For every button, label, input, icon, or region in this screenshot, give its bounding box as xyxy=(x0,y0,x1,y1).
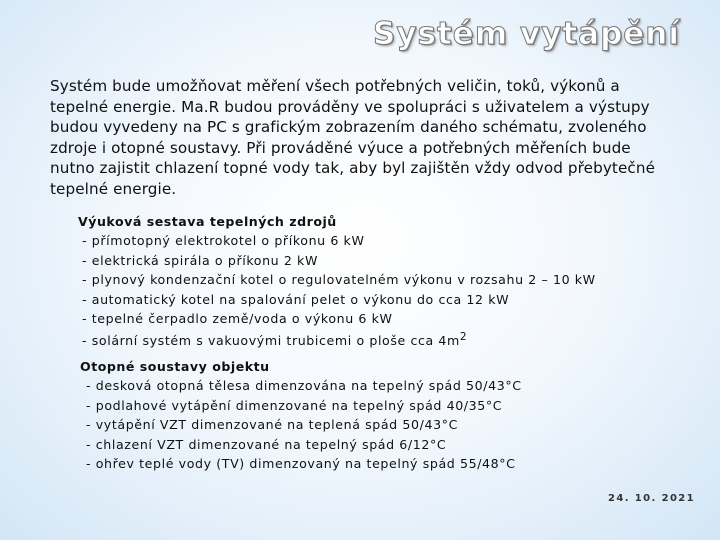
list-item: - přímotopný elektrokotel o příkonu 6 kW xyxy=(82,233,365,249)
list-item: - podlahové vytápění dimenzované na tepelný spád 40/35°C xyxy=(86,397,503,413)
heat-sources-heading: Výuková sestava tepelných zdrojů xyxy=(78,214,337,229)
slide-title: Systém vytápění xyxy=(373,16,680,52)
list-item xyxy=(82,328,596,351)
list-item: - elektrická spirála o příkonu 2 kW xyxy=(82,252,318,268)
list-item: - vytápění VZT dimenzované na teplená spád 50/43°C xyxy=(86,417,458,433)
list-item: - chlazení VZT dimenzované na tepelný spád 6/12°C xyxy=(86,436,447,452)
list-item: - automatický kotel na spalování pelet o výkonu do cca 12 kW xyxy=(82,291,510,307)
intro-text: Systém bude umožňovat měření všech potřebných veličin, toků, výkonů a tepelné energie. Ma.R budou prováděny ve spolupráci s uživatelem a výstupy budou vyvedeny na PC s grafickým zobrazením daného schématu, zvoleného zdroje i otopné soustavy. Při prováděné výuce a potřebných měřeních bude nutno zajistit chlazení topné vody tak, aby byl zajištěn vždy odvod přebytečné tepelné energie. xyxy=(50,77,656,198)
list-item-text: - solární systém s vakuovými trubicemi o ploše cca 4m xyxy=(82,333,460,349)
heat-sources-section xyxy=(78,212,596,351)
heating-systems-list xyxy=(80,376,522,473)
superscript: 2 xyxy=(459,331,468,344)
heating-systems-section xyxy=(80,357,522,473)
heat-sources-list xyxy=(78,231,596,351)
slide-date: 24. 10. 2021 xyxy=(608,493,696,504)
list-item: - tepelné čerpadlo země/voda o výkonu 6 kW xyxy=(82,311,393,327)
list-item: - ohřev teplé vody (TV) dimenzovaný na tepelný spád 55/48°C xyxy=(86,456,516,472)
list-item: - desková otopná tělesa dimenzována na tepelný spád 50/43°C xyxy=(86,378,522,394)
intro-paragraph xyxy=(50,76,662,199)
list-item: - plynový kondenzační kotel o regulovatelném výkonu v rozsahu 2 – 10 kW xyxy=(82,272,596,288)
heating-systems-heading: Otopné soustavy objektu xyxy=(80,359,270,374)
